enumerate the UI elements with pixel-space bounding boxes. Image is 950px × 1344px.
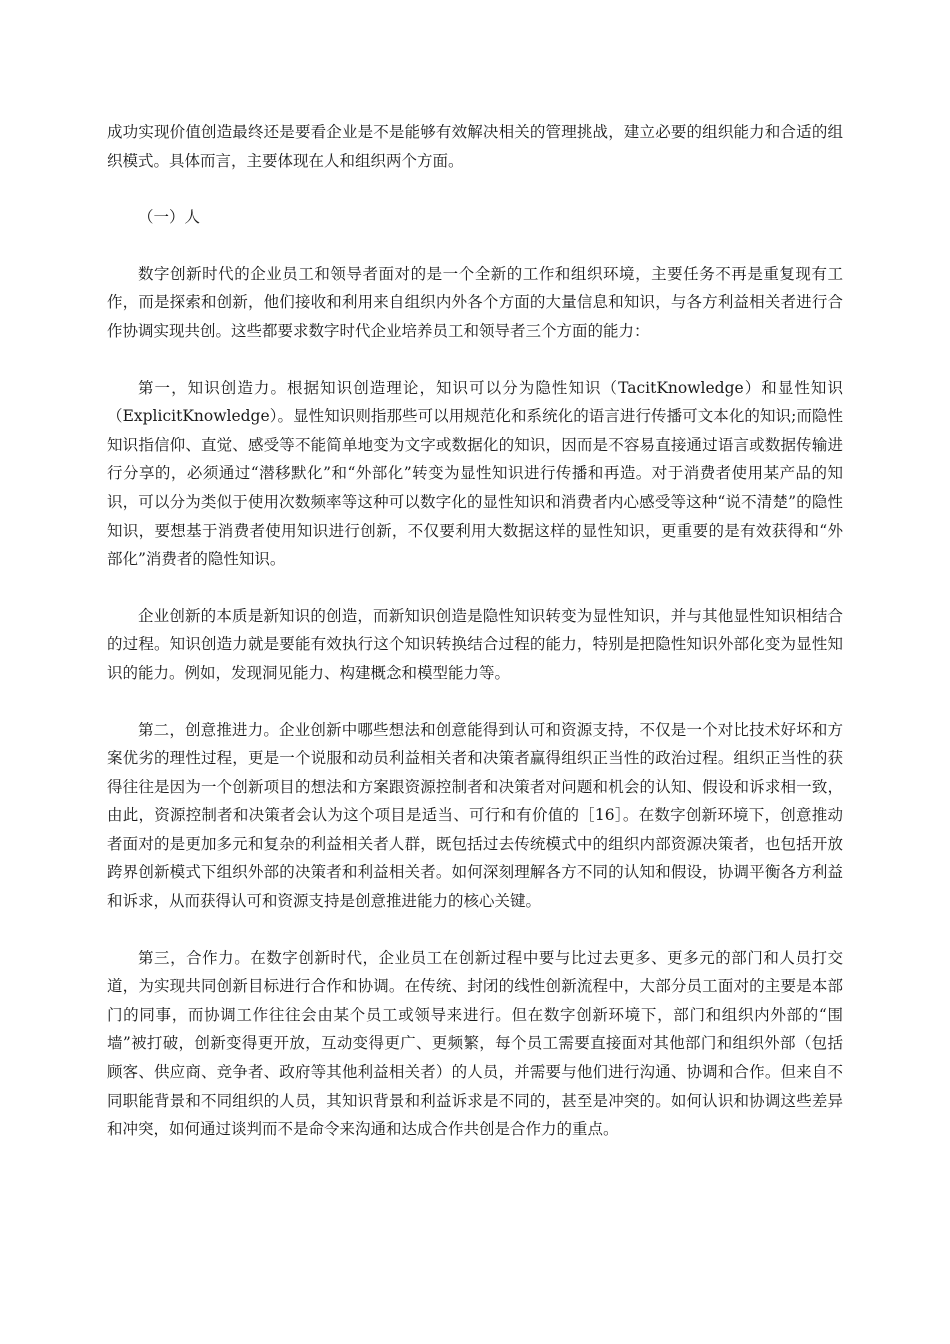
paragraph-overview: 数字创新时代的企业员工和领导者面对的是一个全新的工作和组织环境，主要任务不再是重复现有工作，而是探索和创新，他们接收和利用来自组织内外各个方面的大量信息和知识，与各方利益相关者进行合作协调实现共创。这些都要求数字时代企业培养员工和领导者三个方面的能力： [107, 264, 843, 340]
paragraph-knowledge-creation: 第一，知识创造力。根据知识创造理论，知识可以分为隐性知识（TacitKnowledge）和显性知识（ExplicitKnowledge）。显性知识则指那些可以用规范化和系统化的语言进行传播可文本化的知识;而隐性知识指信仰、直觉、感受等不能简单地变为文字或数据化的知识，因而是不容易直接通过语言或数据传输进行分享的，必须通过“潜移默化”和“外部化”转变为显性知识进行传播和再造。对于消费者使用某产品的知识，可以分为类似于使用次数频率等这种可以数字化的显性知识和消费者内心感受等这种“说不清楚”的隐性知识，要想基于消费者使用知识进行创新，不仅要利用大数据这样的显性知识，更重要的是有效获得和“外部化”消费者的隐性知识。 [107, 378, 843, 569]
paragraph-intro: 成功实现价值创造最终还是要看企业是不是能够有效解决相关的管理挑战，建立必要的组织能力和合适的组织模式。具体而言，主要体现在人和组织两个方面。 [107, 123, 843, 170]
section-heading-people: （一）人 [138, 208, 201, 227]
paragraph-cooperation: 第三，合作力。在数字创新时代，企业员工在创新过程中要与比过去更多、更多元的部门和人员打交道，为实现共同创新目标进行合作和协调。在传统、封闭的线性创新流程中，大部分员工面对的主要是本部门的同事，而协调工作往往会由某个员工或领导来进行。但在数字创新环境下，部门和组织内外部的“围墙”被打破，创新变得更开放，互动变得更广、更频繁，每个员工需要直接面对其他部门和组织外部（包括顾客、供应商、竞争者、政府等其他利益相关者）的人员，并需要与他们进行沟通、协调和合作。但来自不同职能背景和不同组织的人员，其知识背景和利益诉求是不同的，甚至是冲突的。如何认识和协调这些差异和冲突，如何通过谈判而不是命令来沟通和达成合作共创是合作力的重点。 [107, 948, 843, 1139]
paragraph-innovation-essence: 企业创新的本质是新知识的创造，而新知识创造是隐性知识转变为显性知识，并与其他显性知识相结合的过程。知识创造力就是要能有效执行这个知识转换结合过程的能力，特别是把隐性知识外部化变为显性知识的能力。例如，发现洞见能力、构建概念和模型能力等。 [107, 606, 843, 682]
document-body [107, 118, 843, 1172]
paragraph-idea-promotion: 第二，创意推进力。企业创新中哪些想法和创意能得到认可和资源支持，不仅是一个对比技术好坏和方案优劣的理性过程，更是一个说服和动员利益相关者和决策者赢得组织正当性的政治过程。组织正当性的获得往往是因为一个创新项目的想法和方案跟资源控制者和决策者对问题和机会的认知、假设和诉求相一致，由此，资源控制者和决策者会认为这个项目是适当、可行和有价值的［16］。在数字创新环境下，创意推动者面对的是更加多元和复杂的利益相关者人群，既包括过去传统模式中的组织内部资源决策者，也包括开放跨界创新模式下组织外部的决策者和利益相关者。如何深刻理解各方不同的认知和假设，协调平衡各方利益和诉求，从而获得认可和资源支持是创意推进能力的核心关键。 [107, 720, 843, 911]
